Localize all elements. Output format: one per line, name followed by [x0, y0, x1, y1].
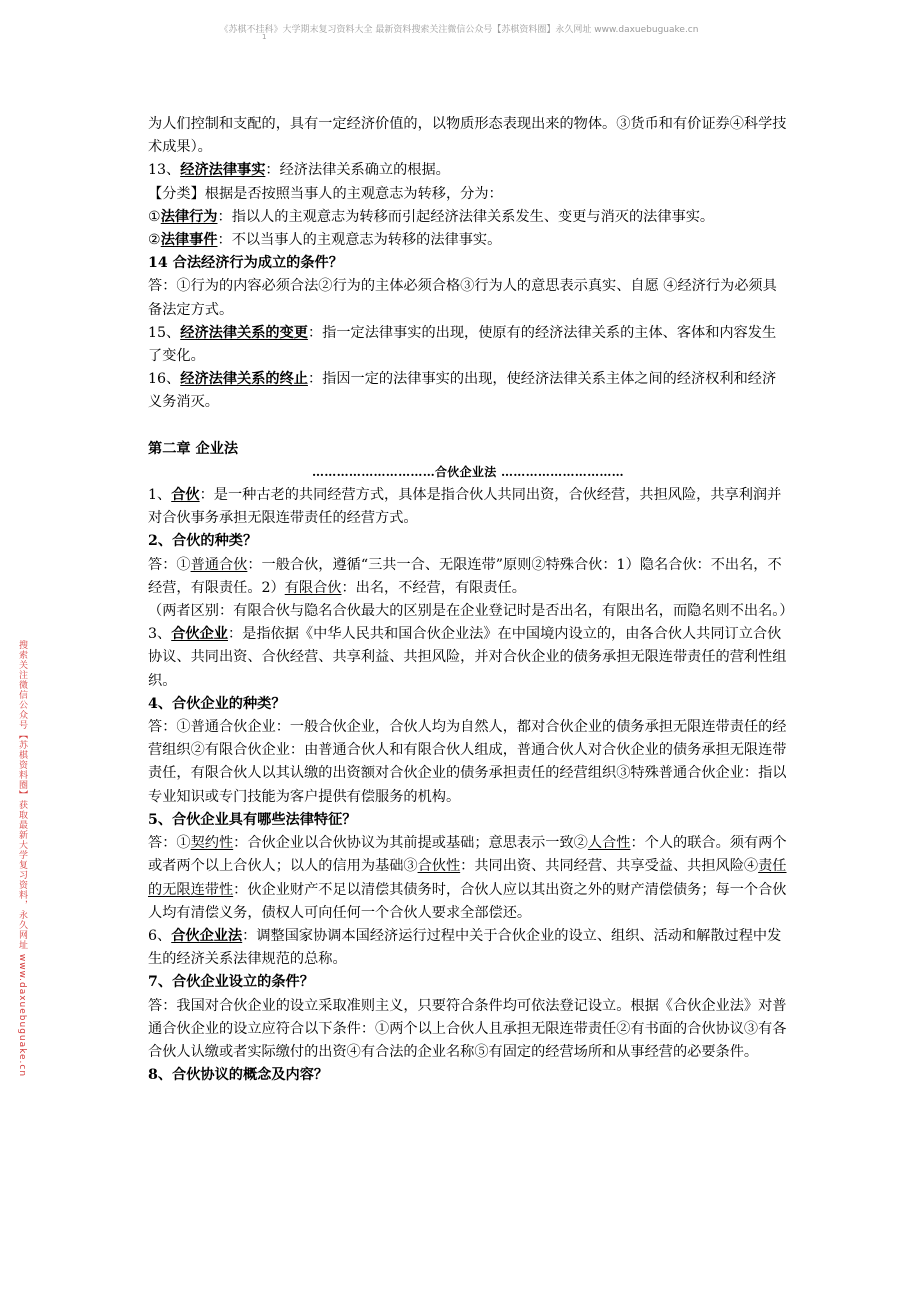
paragraph-16 — [148, 368, 788, 414]
term: 合伙企业法 — [171, 927, 243, 944]
question-8: 8、合伙协议的概念及内容？ — [148, 1067, 329, 1084]
item-number: ② — [148, 232, 161, 249]
side-watermark-text: 搜索关注微信公众号【苏棋资料圈】获取最新大学复习资料，永久网址 www.daxuebuguake.cn — [17, 640, 27, 1078]
answer-prefix: 答：① — [148, 835, 191, 852]
classification-line: 【分类】根据是否按照当事人的主观意志为转移，分为： — [148, 185, 503, 202]
term: 责任的无限连带性 — [148, 858, 787, 898]
answer-text: ：个人的联合。须有两个或者两个以上合伙人；以人的信用为基础③ — [148, 835, 787, 875]
term: 合伙 — [171, 487, 200, 504]
question-2: 2、合伙的种类？ — [148, 533, 258, 550]
classification-item-2 — [148, 229, 788, 252]
item-number: 1、 — [148, 487, 172, 504]
spacer — [148, 415, 788, 438]
definition: ：经济法律关系确立的根据。 — [265, 162, 450, 179]
term: 普通合伙 — [190, 556, 248, 573]
answer-text: ：出名，不经营，有限责任。 — [341, 579, 526, 596]
question-14: 14 合法经济行为成立的条件？ — [148, 255, 343, 272]
question-4: 4、合伙企业的种类？ — [148, 695, 286, 712]
paragraph-s1 — [148, 484, 788, 530]
definition: ：指一定法律事实的出现，使原有的经济法律关系的主体、客体和内容发生了变化。 — [148, 324, 777, 365]
item-number: ① — [148, 208, 161, 225]
answer-text: ：合伙企业以合伙协议为其前提或基础；意思表示一致② — [233, 835, 588, 852]
header-mark: 1 — [262, 33, 267, 41]
section-divider: …………………………合伙企业法 ………………………… — [312, 464, 624, 479]
term: 经济法律事实 — [180, 162, 266, 179]
term: 契约性 — [190, 835, 234, 852]
paragraph-15 — [148, 322, 788, 368]
paragraph-continuation: 为人们控制和支配的，具有一定经济价值的，以物质形态表现出来的物体。③货币和有价证券④科学技术成果）。 — [148, 116, 787, 156]
answer-2-note: （两者区别：有限合伙与隐名合伙最大的区别是在企业登记时是否出名，有限出名，而隐名则不出名。） — [148, 603, 794, 620]
term: 经济法律关系的变更 — [180, 324, 308, 341]
chapter-title: 第二章 企业法 — [148, 440, 239, 457]
definition: ：是指依据《中华人民共和国合伙企业法》在中国境内设立的，由各合伙人共同订立合伙协议、共同出资、合伙经营、共享利益、共担风险，并对合伙企业的债务承担无限连带责任的营利性组织。 — [148, 626, 787, 689]
definition: ：是一种古老的共同经营方式，具体是指合伙人共同出资，合伙经营，共担风险，共享利润并对合伙事务承担无限连带责任的经营方式。 — [148, 487, 782, 527]
answer-text: ：一般合伙，遵循“三共一合、无限连带”原则②特殊合伙：1）隐名合伙：不出名，不经营，有限责任。2） — [148, 556, 782, 596]
answer-4: 答：①普通合伙企业：一般合伙企业，合伙人均为自然人，都对合伙企业的债务承担无限连带责任的经营组织②有限合伙企业：由普通合伙人和有限合伙人组成，普通合伙人对合伙企业的债务承担无限连带责任，有限合伙人以其认缴的出资额对合伙企业的债务承担责任的经营组织③特殊普通合伙企业：指以专业知识或专门技能为客户提供有偿服务的机构。 — [148, 719, 787, 805]
item-number: 13、 — [148, 162, 181, 179]
question-7: 7、合伙企业设立的条件？ — [148, 974, 314, 991]
item-number: 16、 — [148, 371, 181, 388]
term: 法律行为 — [160, 208, 218, 225]
answer-5 — [148, 832, 788, 925]
definition: ：不以当事人的主观意志为转移的法律事实。 — [217, 232, 502, 249]
item-number: 15、 — [148, 324, 181, 341]
paragraph-s3 — [148, 623, 788, 693]
term: 经济法律关系的终止 — [180, 371, 308, 388]
paragraph-13 — [148, 159, 788, 182]
answer-prefix: 答：① — [148, 556, 191, 573]
question-5: 5、合伙企业具有哪些法律特征？ — [148, 811, 357, 828]
page-header: 《苏棋不挂科》大学期末复习资料大全 最新资料搜索关注微信公众号【苏棋资料圈】永久网址 www.daxuebuguake.cn — [219, 25, 699, 35]
answer-text: ：共同出资、共同经营、共享受益、共担风险④ — [460, 858, 759, 875]
item-number: 6、 — [148, 927, 172, 944]
answer-2 — [148, 554, 788, 600]
definition: ：指因一定的法律事实的出现，使经济法律关系主体之间的经济权利和经济义务消灭。 — [148, 371, 777, 411]
term: 合伙企业 — [171, 626, 228, 643]
term: 法律事件 — [160, 232, 218, 249]
answer-7: 答：我国对合伙企业的设立采取准则主义，只要符合条件均可依法登记设立。根据《合伙企业法》对普通合伙企业的设立应符合以下条件：①两个以上合伙人且承担无限连带责任②有书面的合伙协议③有各合伙人认缴或者实际缴付的出资④有合法的企业名称⑤有固定的经营场所和从事经营的必要条件。 — [148, 997, 787, 1060]
term: 合伙性 — [417, 858, 461, 875]
classification-item-1 — [148, 206, 788, 229]
term: 人合性 — [587, 835, 631, 852]
definition: ：调整国家协调本国经济运行过程中关于合伙企业的设立、组织、活动和解散过程中发生的经济关系法律规范的总称。 — [148, 927, 782, 968]
item-number: 3、 — [148, 626, 172, 643]
document-body — [148, 113, 794, 1087]
term: 有限合伙 — [284, 579, 342, 596]
answer-14: 答：①行为的内容必须合法②行为的主体必须合格③行为人的意思表示真实、自愿 ④经济行为必须具备法定方式。 — [148, 278, 777, 318]
answer-text: ：伙企业财产不足以清偿其债务时，合伙人应以其出资之外的财产清偿债务；每一个合伙人均有清偿义务，债权人可向任何一个合伙人要求全部偿还。 — [148, 881, 787, 921]
definition: ：指以人的主观意志为转移而引起经济法律关系发生、变更与消灭的法律事实。 — [217, 208, 715, 225]
paragraph-s6 — [148, 925, 788, 971]
